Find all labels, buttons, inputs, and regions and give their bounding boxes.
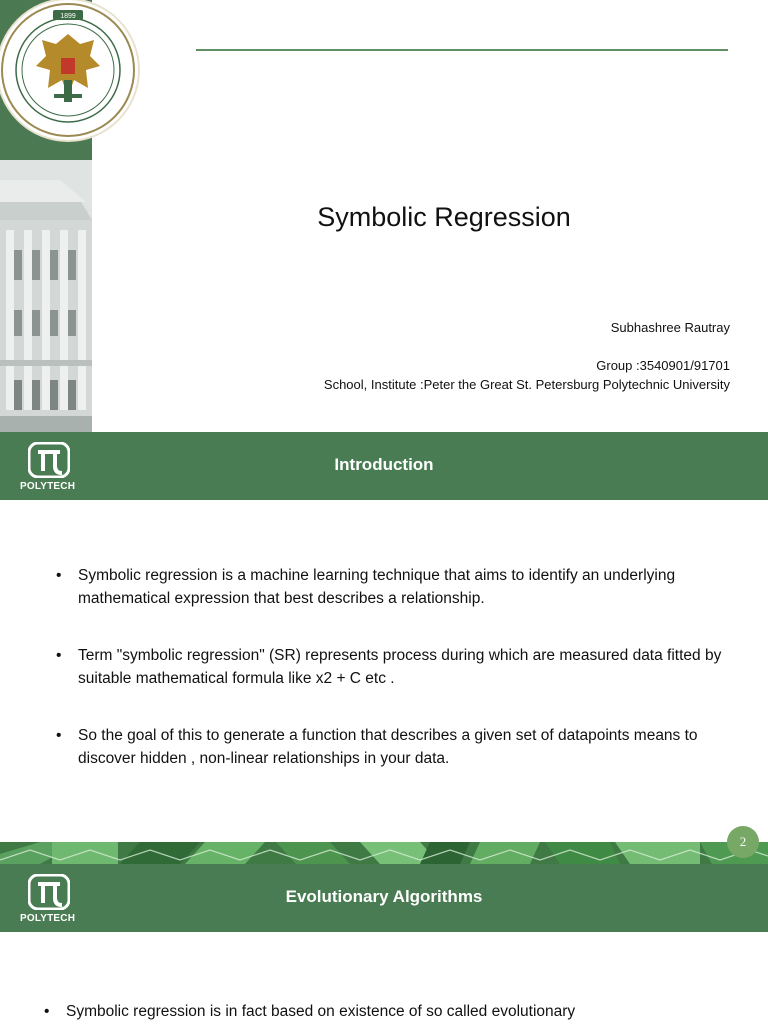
seal-emblem-icon <box>0 0 138 140</box>
school-name: School, Institute :Peter the Great St. Petersburg Polytechnic University <box>323 377 730 392</box>
slide-heading: Introduction <box>334 455 434 474</box>
page-number-badge: 2 <box>727 826 759 858</box>
seal-year: 1899 <box>60 13 76 20</box>
bullet-list <box>40 1000 740 1024</box>
bullet-item: • Term "symbolic regression" (SR) represents process during which are measured data fitted by suitable mathematical formula like x2 + C etc . <box>52 644 732 690</box>
slide-banner <box>0 864 768 932</box>
university-seal <box>0 0 138 140</box>
group-number: Group :3540901/91701 <box>596 358 730 373</box>
header-rule <box>196 49 728 51</box>
introduction-slide <box>0 432 768 842</box>
logo-text: POLYTECH <box>20 481 76 492</box>
author-name: Subhashree Rautray <box>610 320 730 335</box>
title-slide <box>0 0 768 432</box>
presentation-title: Symbolic Regression <box>317 202 571 232</box>
slide-banner <box>0 432 768 500</box>
bullet-list <box>52 564 732 804</box>
slide-heading: Evolutionary Algorithms <box>285 887 483 906</box>
bullet-item: • So the goal of this to generate a function that describes a given set of datapoints means to discover hidden , non-linear relationships in your data. <box>52 724 732 770</box>
building-photo <box>0 160 92 432</box>
logo-text: POLYTECH <box>20 913 76 924</box>
evolutionary-slide <box>0 864 768 1024</box>
bullet-item: • Symbolic regression is in fact based on existence of so called evolutionary <box>40 1000 740 1023</box>
bullet-item: • Symbolic regression is a machine learning technique that aims to identify an underlying mathematical expression that best describes a relationship. <box>52 564 732 610</box>
decorative-pattern <box>0 842 768 864</box>
